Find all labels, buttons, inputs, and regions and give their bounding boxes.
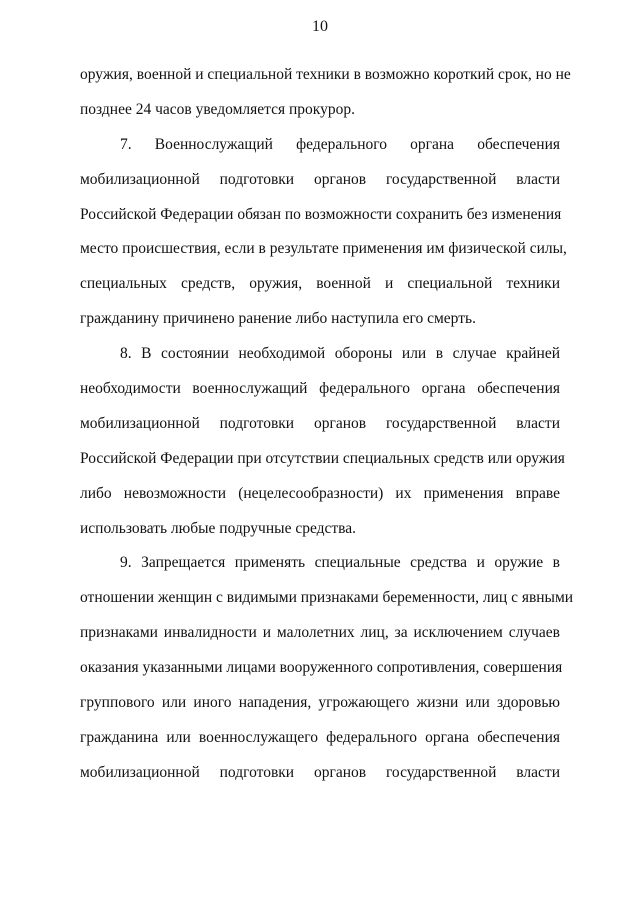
text-line: 7. Военнослужащий федерального органа обеспечения — [120, 135, 560, 153]
text-line: признаками инвалидности и малолетних лиц, за исключением случаев — [80, 624, 560, 642]
text-line: 8. В состоянии необходимой обороны или в случае крайней — [120, 345, 560, 363]
paragraph-7 — [80, 128, 567, 337]
text-line: оружия, военной и специальной техники в возможно короткий срок, но не — [80, 66, 571, 83]
text-line: позднее 24 часов уведомляется прокурор. — [80, 100, 355, 118]
document-body — [80, 58, 574, 791]
text-line: либо невозможности (нецелесообразности) их применения вправе — [80, 484, 560, 502]
text-line: оказания указанными лицами вооруженного сопротивления, совершения — [80, 659, 563, 677]
paragraph-9 — [80, 546, 574, 790]
text-line: группового или иного нападения, угрожающего жизни или здоровью — [80, 694, 560, 712]
text-line: 9. Запрещается применять специальные средства и оружие в — [120, 554, 560, 572]
text-line: место происшествия, если в результате применения им физической силы, — [80, 240, 567, 258]
text-line: отношении женщин с видимыми признаками беременности, лиц с явными — [80, 589, 574, 607]
paragraph-8 — [80, 337, 565, 546]
text-line: специальных средств, оружия, военной и специальной техники — [80, 275, 560, 293]
text-line: мобилизационной подготовки органов государственной власти — [80, 414, 560, 432]
text-line: необходимости военнослужащий федерального органа обеспечения — [80, 380, 560, 398]
text-line: гражданина или военнослужащего федерального органа обеспечения — [80, 728, 560, 746]
paragraph-continuation — [80, 58, 571, 128]
text-line: использовать любые подручные средства. — [80, 519, 357, 537]
text-line: мобилизационной подготовки органов государственной власти — [80, 763, 560, 781]
text-line: гражданину причинено ранение либо наступила его смерть. — [80, 310, 476, 328]
text-line: Российской Федерации обязан по возможности сохранить без изменения — [80, 205, 562, 223]
text-line: мобилизационной подготовки органов государственной власти — [80, 170, 560, 188]
text-line: Российской Федерации при отсутствии специальных средств или оружия — [80, 449, 565, 467]
page-number: 10 — [312, 18, 328, 35]
